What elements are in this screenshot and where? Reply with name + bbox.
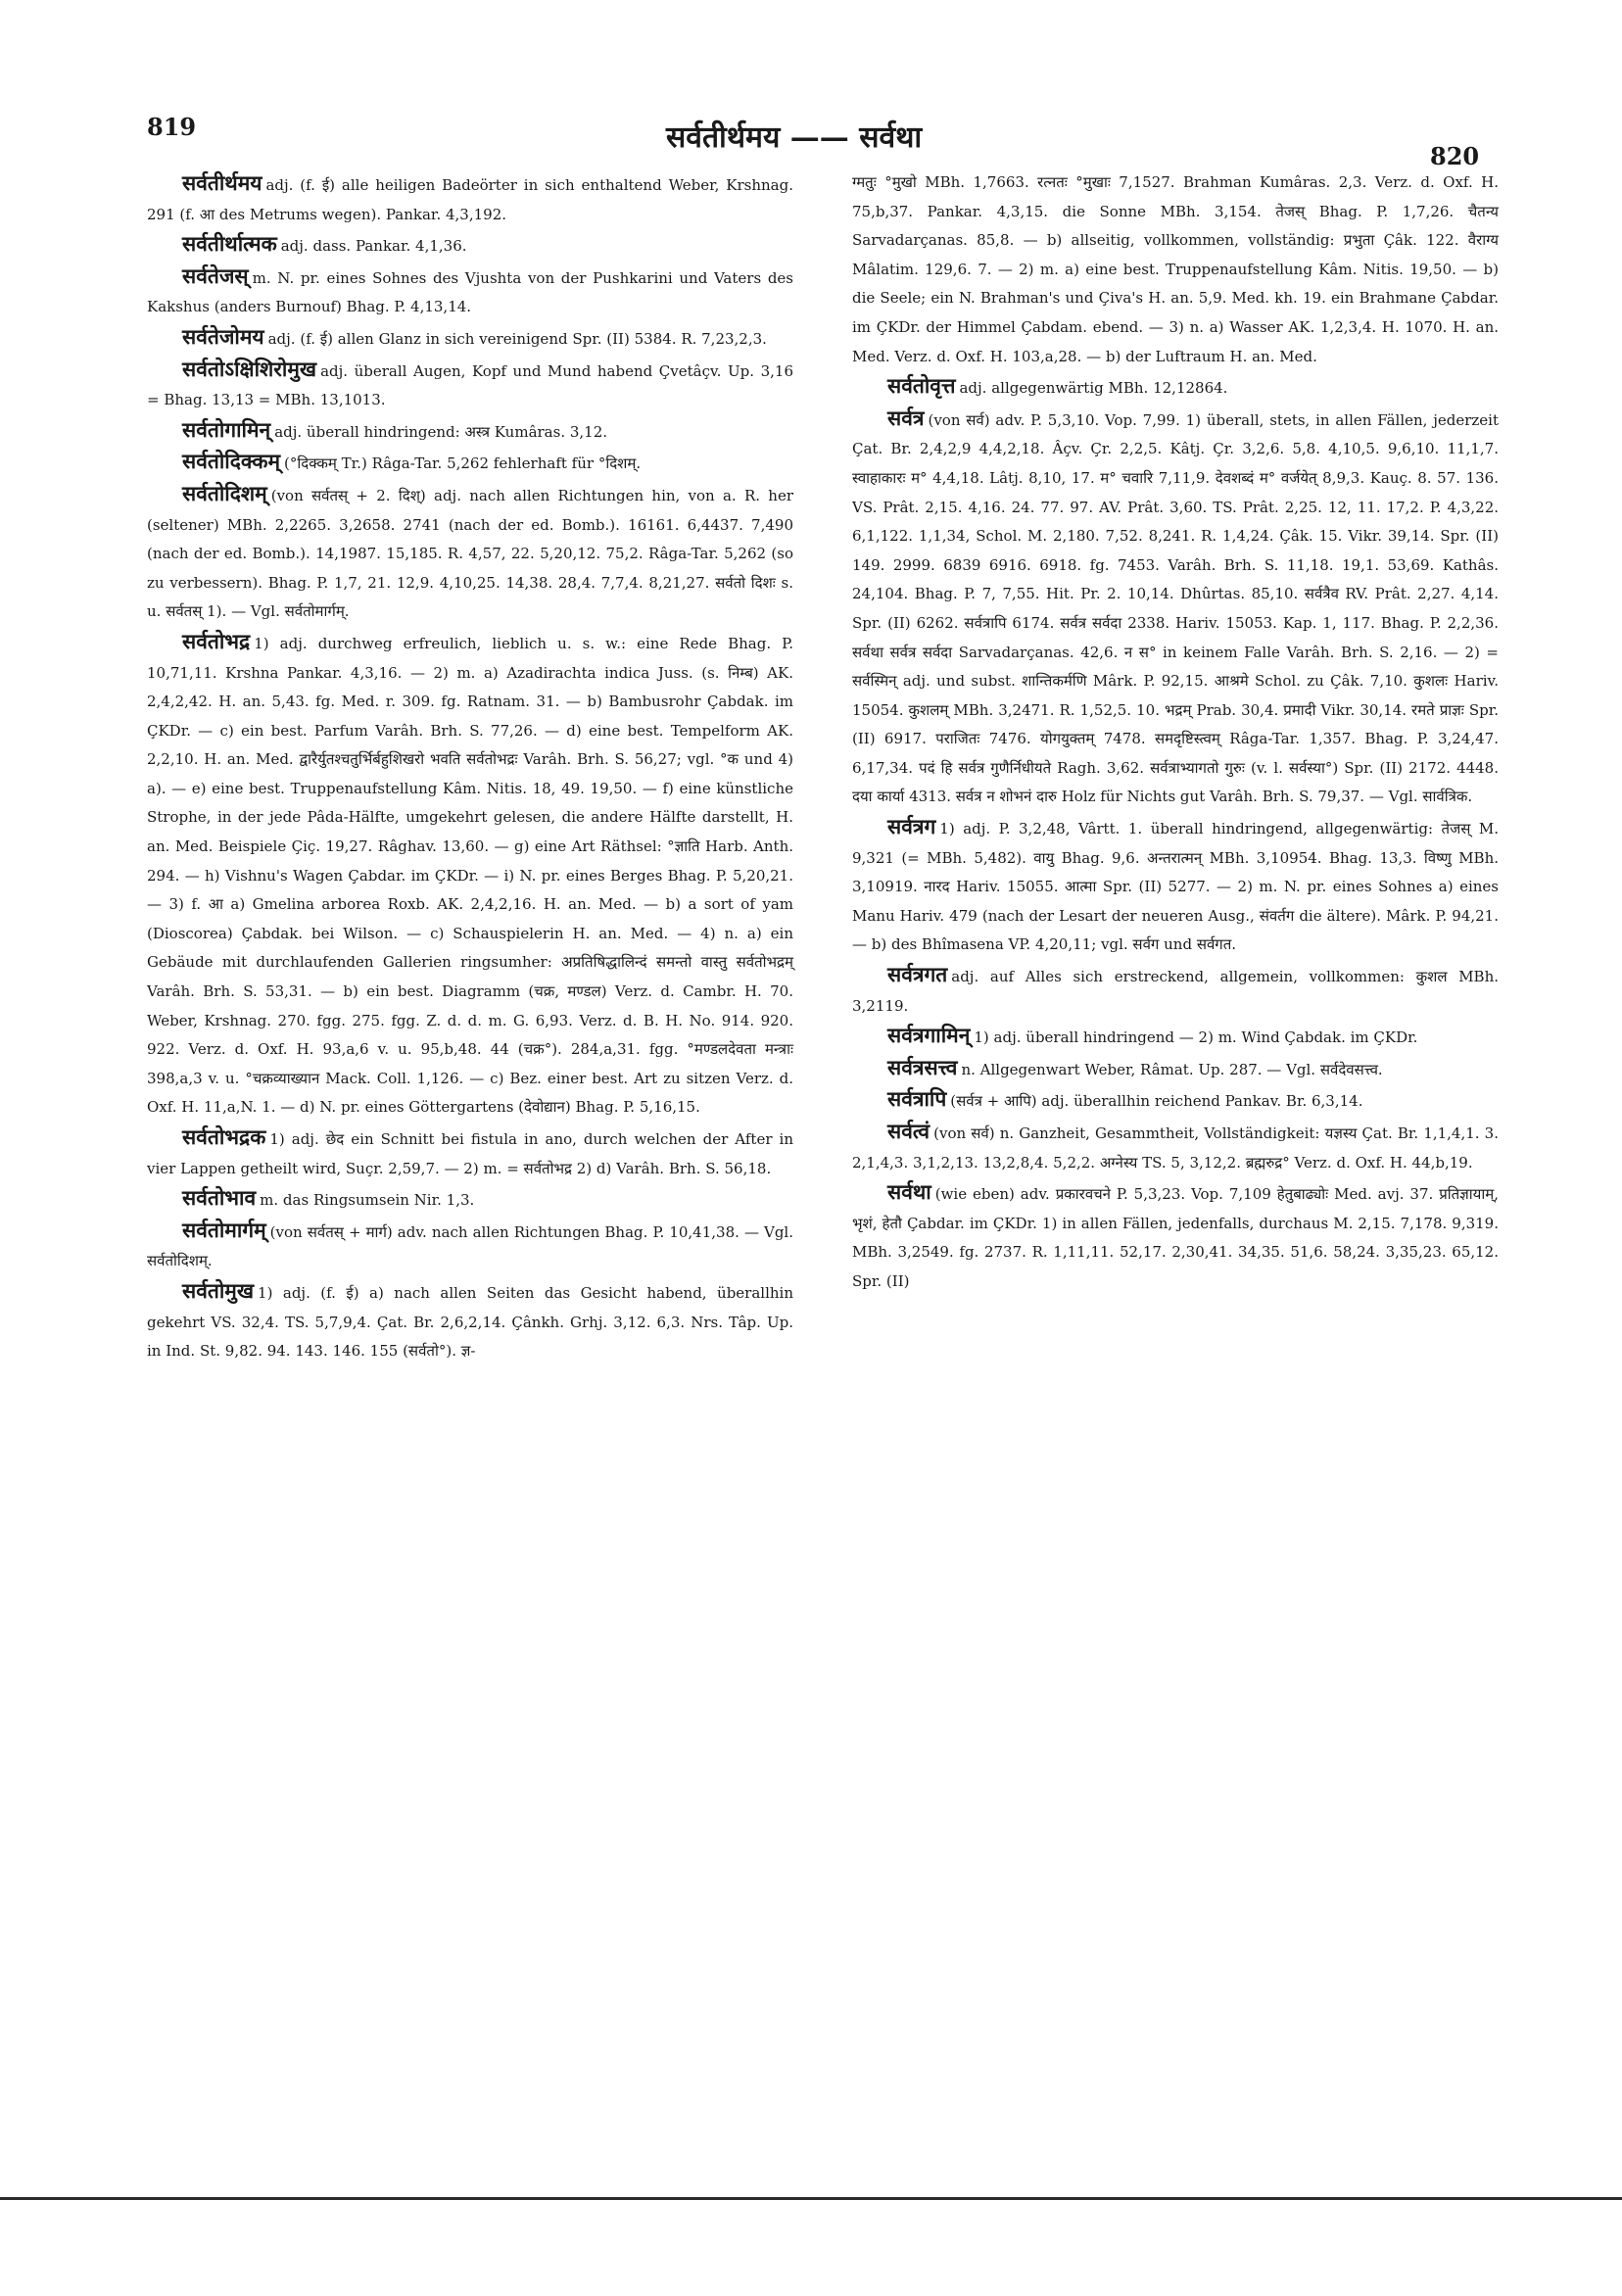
dictionary-entry — [147, 1123, 793, 1183]
dictionary-entry — [852, 1053, 1499, 1085]
entry-headword: सर्वत्र — [887, 405, 925, 430]
entry-text: 1) adj. P. 3,2,48, Vârtt. 1. überall hindringend, allgegenwärtig: तेजस् M. 9,321 (= MBh. 5,482). वायु Bhag. 9,6. अन्तरात्मन् MBh. 3,10954. Bhag. 13,3. विष्णु MBh. 3,10919. नारद Hariv. 15055. आत्मा Spr. (II) 5277. — 2) m. N. pr. eines Sohnes a) eines Manu Hariv. 479 (nach der Lesart der neueren Ausg., संवर्तग die ältere). Mârk. P. 94,21. — b) des Bhîmasena VP. 4,20,11; vgl. सर्वग und सर्वगत. — [852, 820, 1499, 954]
entry-headword: सर्वतोभद्र — [182, 628, 251, 653]
dictionary-entry — [147, 627, 793, 1123]
entry-text: adj. dass. Pankar. 4,1,36. — [280, 237, 467, 256]
dictionary-entry — [147, 322, 793, 355]
entry-headword: सर्वत्रगामिन् — [887, 1023, 971, 1048]
entry-text: (von सर्व) adv. P. 5,3,10. Vop. 7,99. 1) überall, stets, in allen Fällen, jederzeit Çat. Br. 2,4,2,9 4,4,2,18. Âçv. Çr. 2,2,5. Kâtj. Çr. 3,2,6. 5,8. 4,10,5. 9,6,10. 11,1,7. स्वाहाकारः म° 4,4,18. Lâtj. 8,10, 17. म° चवारि 7,11,9. देवशब्दं म° वर्जयेत् 8,9,3. Kauç. 8. 57. 136. VS. Prât. 2,15. 4,16. 24. 77. 97. AV. Prât. 3,60. TS. Prât. 2,25. 12, 11. 17,2. P. 4,3,22. 6,1,122. 1,1,34, Schol. M. 2,180. 7,52. 8,241. R. 1,4,24. Çâk. 15. Vikr. 39,14. Spr. (II) 149. 2999. 6839 6916. 6918. fg. 7453. Varâh. Brh. S. 11,18. 19,1. 53,69. Kathâs. 24,104. Bhag. P. 7, 7,55. Hit. Pr. 2. 10,14. Dhûrtas. 85,10. सर्वत्रैव RV. Prât. 2,27. 4,14. Spr. (II) 6262. सर्वत्रापि 6174. सर्वत्र सर्वदा 2338. Hariv. 15053. Kap. 1, 117. Bhag. P. 2,2,36. सर्वथा सर्वत्र सर्वदा Sarvadarçanas. 42,6. न स° in keinem Falle Varâh. Brh. S. 2,16. — 2) = सर्वस्मिन् adj. und subst. शान्तिकर्मणि Mârk. P. 92,15. आश्रमे Schol. zu Çâk. 7,10. कुशलः Hariv. 15054. कुशलम् MBh. 3,2471. R. 1,52,5. 10. भद्रम् Prab. 30,4. प्रमादी Vikr. 30,14. रमते प्राज्ञः Spr. (II) 6917. पराजितः 7476. योगयुक्तम् 7478. समदृष्टिस्त्वम् Râga-Tar. 1,357. Bhag. P. 3,24,47. 6,17,34. पदं हि सर्वत्र गुणैर्निधीयते Ragh. 3,62. सर्वत्राभ्यागतो गुरुः (v. l. सर्वस्या°) Spr. (II) 2172. 4448. दया कार्या 4313. सर्वत्र न शोभनं दारु Holz für Nichts gut Varâh. Brh. S. 79,37. — Vgl. सार्वत्रिक. — [852, 410, 1499, 806]
running-header: सर्वतीर्थमय —— सर्वथा — [666, 120, 923, 155]
entry-headword: सर्वतोदिक्कम् — [182, 449, 281, 474]
entry-headword: सर्वत्रगत — [887, 962, 948, 987]
entry-headword: सर्वतीर्थात्मक — [182, 231, 277, 257]
entry-headword: सर्वत्रसत्त्व — [887, 1054, 958, 1079]
entry-headword: सर्वतोमुख — [182, 1277, 255, 1303]
dictionary-entry — [852, 1117, 1499, 1177]
entry-text: m. N. pr. eines Sohnes des Vjushta von der Pushkarini und Vaters des Kakshus (anders Burnouf) Bhag. P. 4,13,14. — [147, 268, 793, 316]
dictionary-entry — [852, 371, 1499, 404]
entry-text: 1) adj. (f. ई) a) nach allen Seiten das Gesicht habend, überallhin gekehrt VS. 32,4. TS. 5,7,9,4. Çat. Br. 2,6,2,14. Çânkh. Grhj. 3,12. 6,3. Nrs. Tâp. Up. in Ind. St. 9,82. 94. 143. 146. 155 (सर्वतो°). ज्ञ- — [147, 1283, 793, 1361]
entry-headword: सर्वतीर्थमय — [182, 170, 262, 195]
entry-text: n. Allgegenwart Weber, Râmat. Up. 287. — Vgl. सर्वदेवसत्त्व. — [961, 1060, 1383, 1078]
entry-text: adj. (f. ई) allen Glanz in sich vereinigend Spr. (II) 5384. R. 7,23,2,3. — [267, 329, 767, 348]
entry-text: adj. auf Alles sich erstreckend, allgemein, vollkommen: कुशल MBh. 3,2119. — [852, 968, 1499, 1015]
dictionary-entry — [147, 1276, 793, 1366]
entry-text: (von सर्वतस् + मार्ग) adv. nach allen Richtungen Bhag. P. 10,41,38. — Vgl. सर्वतोदिशम्. — [147, 1222, 793, 1270]
right-column — [852, 168, 1499, 1297]
entry-text: 1) adj. überall hindringend — 2) m. Wind Çabdak. im ÇKDr. — [974, 1028, 1418, 1047]
dictionary-entry — [852, 1177, 1499, 1296]
entry-headword: सर्वतेजोमय — [182, 323, 264, 349]
entry-headword: सर्वतोमार्गम् — [182, 1217, 266, 1242]
dictionary-entry — [147, 1216, 793, 1276]
dictionary-entry — [147, 168, 793, 229]
dictionary-entry — [147, 415, 793, 448]
entry-headword: सर्वत्रग — [887, 814, 936, 839]
entry-text: m. das Ringsumsein Nir. 1,3. — [260, 1191, 475, 1210]
dictionary-entry — [852, 1021, 1499, 1053]
entry-headword: सर्वथा — [887, 1179, 931, 1205]
dictionary-entry — [852, 168, 1499, 371]
dictionary-entry — [147, 1183, 793, 1216]
entry-text: (von सर्व) n. Ganzheit, Gesammtheit, Vollständigkeit: यज्ञस्य Çat. Br. 1,1,4,1. 3. 2,1,4,3. 3,1,2,13. 13,2,8,4. 5,2,2. अग्नेस्य TS. 5, 3,12,2. ब्रह्मरुद्र° Verz. d. Oxf. H. 44,b,19. — [852, 1124, 1499, 1172]
entry-headword: सर्वतेजस् — [182, 263, 249, 288]
page-number-left: 819 — [147, 113, 197, 141]
entry-headword: सर्वतोभाव — [182, 1185, 257, 1211]
dictionary-entry — [147, 262, 793, 322]
left-column — [147, 168, 793, 1366]
entry-text: 1) adj. durchweg erfreulich, lieblich u. s. w.: eine Rede Bhag. P. 10,71,11. Krshna Pankar. 4,3,16. — 2) m. a) Azadirachta indica Juss. (s. निम्ब) AK. 2,4,2,42. H. an. 5,43. fg. Med. r. 309. fg. Ratnam. 31. — b) Bambusrohr Çabdak. im ÇKDr. — c) ein best. Parfum Varâh. Brh. S. 77,26. — d) eine best. Tempelform AK. 2,2,10. H. an. Med. द्वारैर्युतश्चतुर्भिर्बहुशिखरो भवति सर्वतोभद्रः Varâh. Brh. S. 56,27; vgl. °क und 4) a). — e) eine best. Truppenaufstellung Kâm. Nitis. 18, 49. 19,50. — f) eine künstliche Strophe, in der jede Pâda-Hälfte, umgekehrt gelesen, die andere Hälfte darstellt, H. an. Med. Beispiele Çiç. 19,27. Râghav. 13,60. — g) eine Art Räthsel: °ज्ञाति Harb. Anth. 294. — h) Vishnu's Wagen Çabdar. im ÇKDr. — i) N. pr. eines Berges Bhag. P. 5,20,21. — 3) f. आ a) Gmelina arborea Roxb. AK. 2,4,2,16. H. an. Med. — b) a sort of yam (Dioscorea) Çabdak. bei Wilson. — c) Schauspielerin H. an. Med. — 4) n. a) ein Gebäude mit durchlaufenden Gallerien ringsumher: अप्रतिषिद्धालिन्दं समन्तो वास्तु सर्वतोभद्रम् Varâh. Brh. S. 53,31. — b) ein best. Diagramm (चक्र, मण्डल) Verz. d. Cambr. H. 70. Weber, Krshnag. 270. fgg. 275. fgg. Z. d. d. m. G. 6,93. Verz. d. B. H. No. 914. 920. 922. Verz. d. Oxf. H. 93,a,6 v. u. 95,b,48. 44 (चक्र°). 284,a,31. fgg. °मण्डलदेवता मन्त्राः 398,a,3 v. u. °चक्रव्याख्यान Mack. Coll. 1,126. — c) Bez. einer best. Art zu sitzen Verz. d. Oxf. H. 11,a,N. 1. — d) N. pr. eines Göttergartens (देवोद्यान) Bhag. P. 5,16,15. — [147, 634, 793, 1117]
entry-headword: सर्वतोभद्रक — [182, 1124, 266, 1149]
entry-headword: सर्वत्रापि — [887, 1086, 947, 1112]
entry-headword: सर्वतोगामिन् — [182, 416, 271, 442]
dictionary-entry — [147, 479, 793, 627]
entry-text: (von सर्वतस् + 2. दिश्) adj. nach allen Richtungen hin, von a. R. her (seltener) MBh. 2,2265. 3,2658. 2741 (nach der ed. Bomb.). 16161. 6,4437. 7,490 (nach der ed. Bomb.). 14,1987. 15,185. R. 4,57, 22. 5,20,12. 75,2. Râga-Tar. 5,262 (so zu verbessern). Bhag. P. 1,7, 21. 12,9. 4,10,25. 14,38. 28,4. 7,7,4. 8,21,27. सर्वतो दिशः s. u. सर्वतस् 1). — Vgl. सर्वतोमार्गम्. — [147, 486, 793, 621]
dictionary-entry — [852, 404, 1499, 812]
dictionary-entry — [147, 447, 793, 479]
entry-text: adj. überall hindringend: अस्त्र Kumâras. 3,12. — [274, 422, 608, 441]
dictionary-entry — [147, 229, 793, 262]
dictionary-entry — [852, 812, 1499, 960]
page-number-right: 820 — [1430, 142, 1480, 170]
entry-text: ग्मतुः °मुखो MBh. 1,7663. रत्नतः °मुखाः 7,1527. Brahman Kumâras. 2,3. Verz. d. Oxf. H. 75,b,37. Pankar. 4,3,15. die Sonne MBh. 3,154. तेजस् Bhag. P. 1,7,26. चैतन्य Sarvadarçanas. 85,8. — b) allseitig, vollkommen, vollständig: प्रभुता Çâk. 122. वैराग्य Mâlatim. 129,6. 7. — 2) m. a) eine best. Truppenaufstellung Kâm. Nitis. 19,50. — b) die Seele; ein N. Brahman's und Çiva's H. an. 5,9. Med. kh. 19. ein Brahmane Çabdar. im ÇKDr. der Himmel Çabdam. ebend. — 3) n. a) Wasser AK. 1,2,3,4. H. 1070. H. an. Med. Verz. d. Oxf. H. 103,a,28. — b) der Luftraum H. an. Med. — [852, 173, 1499, 365]
entry-text: (सर्वत्र + आपि) adj. überallhin reichend Pankav. Br. 6,3,14. — [950, 1092, 1363, 1111]
dictionary-entry — [147, 355, 793, 415]
bottom-rule — [0, 2197, 1622, 2200]
entry-text: (wie eben) adv. प्रकारवचने P. 5,3,23. Vop. 7,109 हेतुबाढ्योः Med. avj. 37. प्रतिज्ञायाम्, भृशं, हेतौ Çabdar. im ÇKDr. 1) in allen Fällen, jedenfalls, durchaus M. 2,15. 7,178. 9,319. MBh. 3,2549. fg. 2737. R. 1,11,11. 52,17. 2,30,41. 34,35. 51,6. 58,24. 3,35,23. 65,12. Spr. (II) — [852, 1185, 1499, 1290]
dictionary-entry — [852, 1084, 1499, 1117]
entry-headword: सर्वतोदिशम् — [182, 480, 267, 505]
entry-text: 1) adj. छेद ein Schnitt bei fistula in ano, durch welchen der After in vier Lappen getheilt wird, Suçr. 2,59,7. — 2) m. = सर्वतोभद्र 2) d) Varâh. Brh. S. 56,18. — [147, 1130, 793, 1177]
entry-text: adj. (f. ई) alle heiligen Badeörter in sich enthaltend Weber, Krshnag. 291 (f. आ des Metrums wegen). Pankar. 4,3,192. — [147, 176, 793, 223]
entry-text: adj. überall Augen, Kopf und Mund habend Çvetâçv. Up. 3,16 = Bhag. 13,13 = MBh. 13,1013. — [147, 361, 793, 409]
dictionary-entry — [852, 960, 1499, 1021]
entry-headword: सर्वत्वं — [887, 1119, 930, 1143]
entry-headword: सर्वतोवृत्त — [887, 373, 956, 399]
entry-headword: सर्वतोऽक्षिशिरोमुख — [182, 356, 317, 381]
entry-text: (°दिक्कम् Tr.) Râga-Tar. 5,262 fehlerhaft für °दिशम्. — [284, 454, 642, 473]
entry-text: adj. allgegenwärtig MBh. 12,12864. — [959, 379, 1228, 398]
